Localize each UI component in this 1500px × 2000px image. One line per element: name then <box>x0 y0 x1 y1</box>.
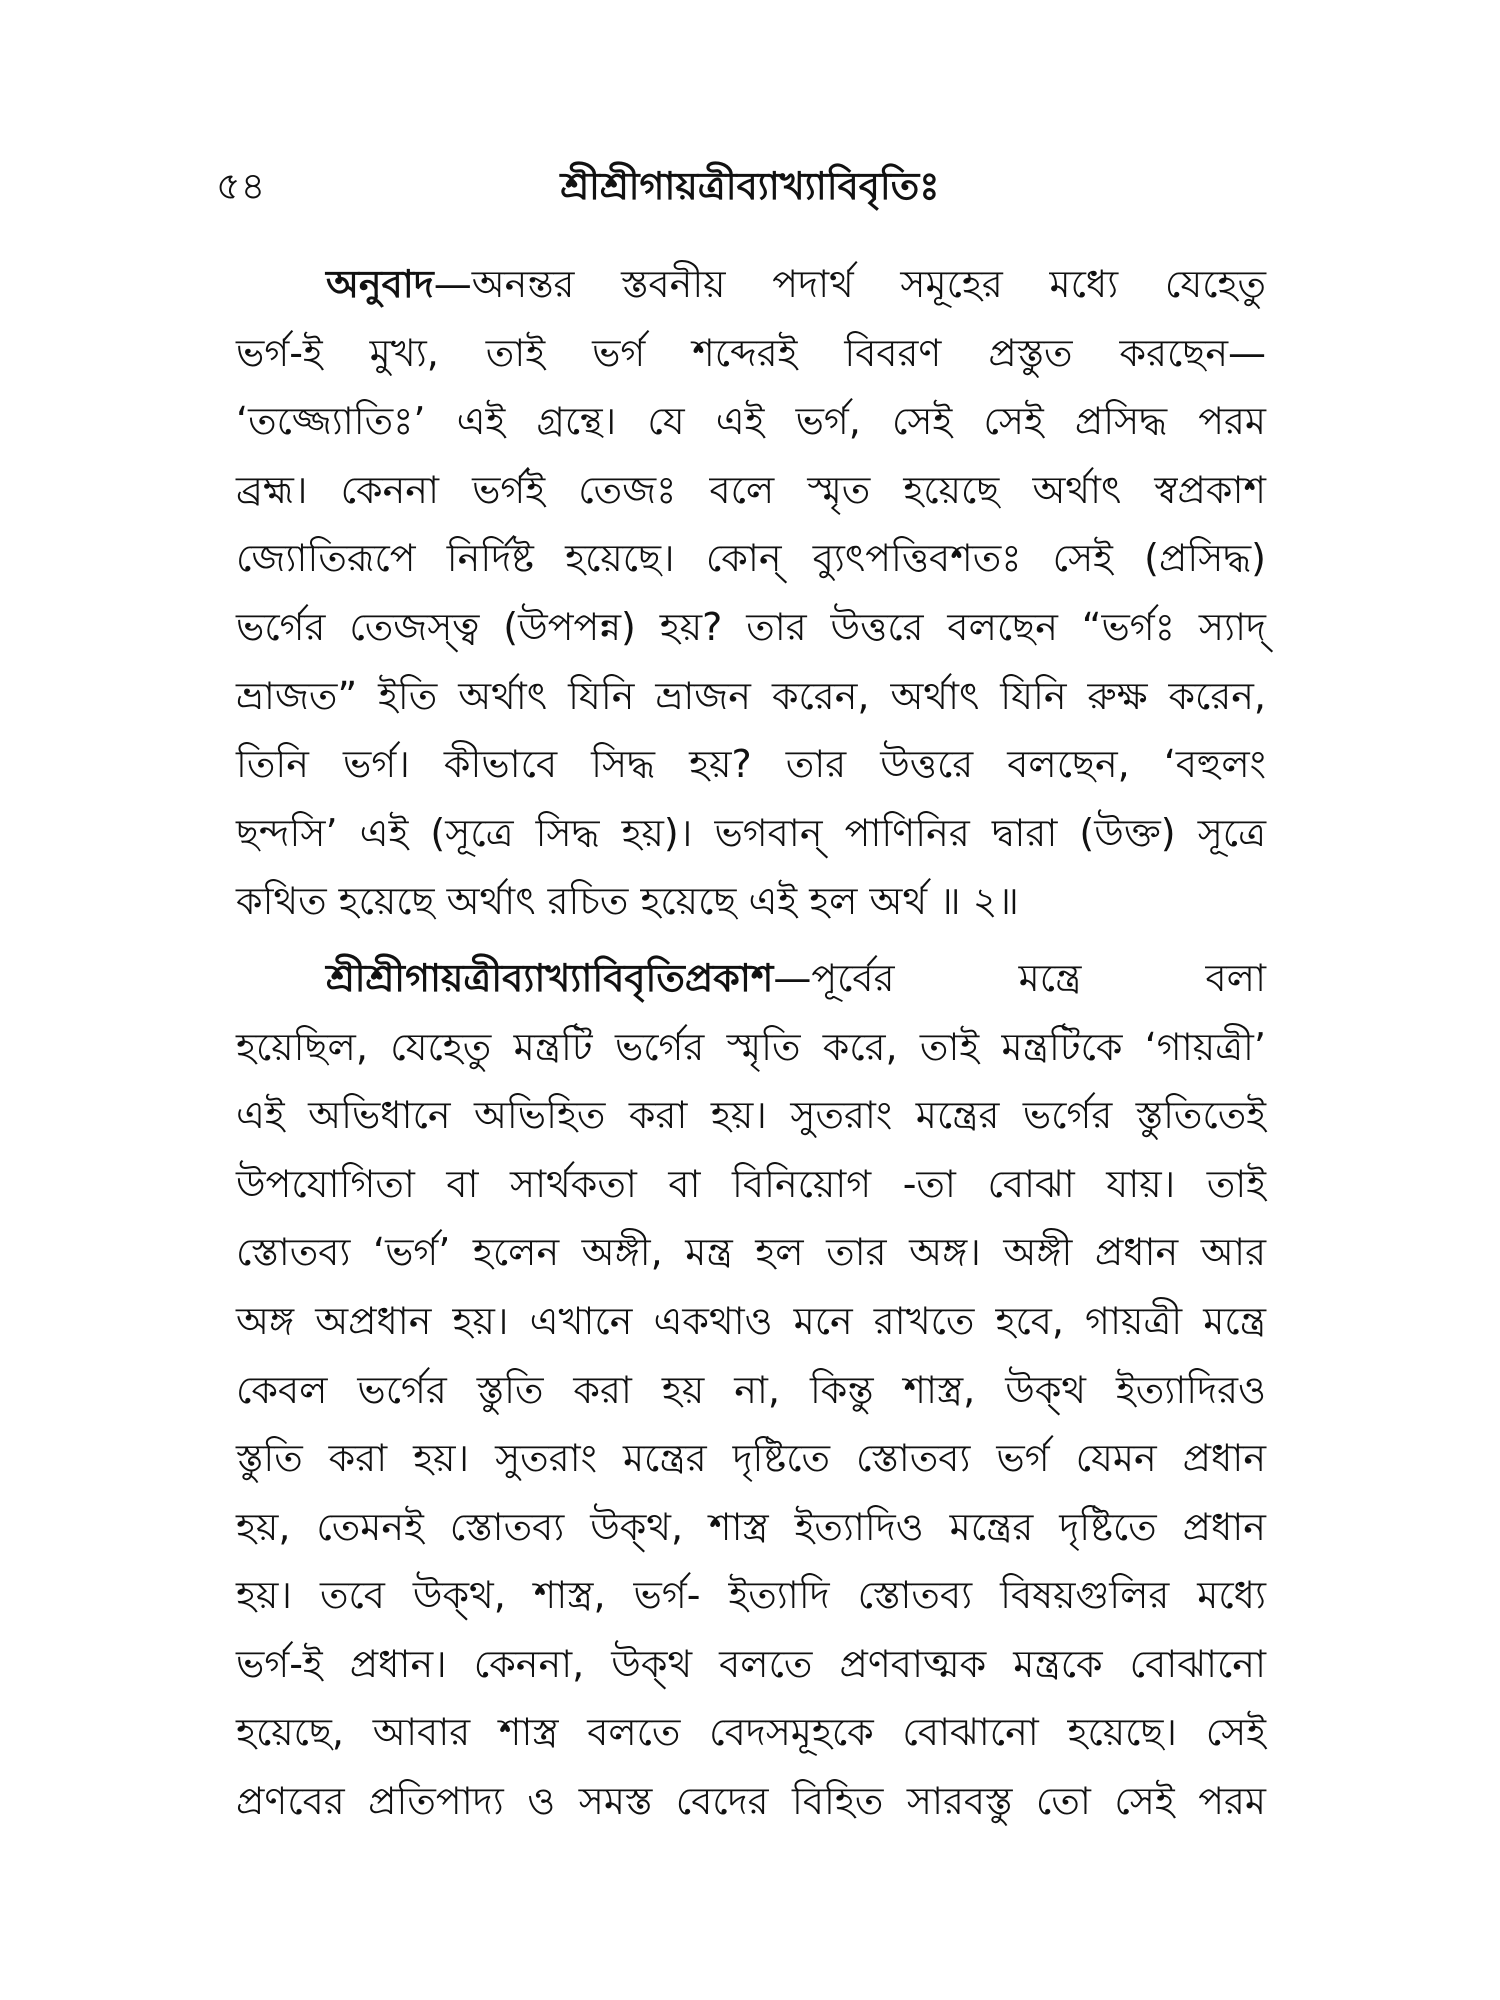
paragraph-line: ভর্গ-ই মুখ্য, তাই ভর্গ শব্দেরই বিবরণ প্রস্তুত করছেন— <box>236 330 1266 375</box>
paragraph-lead-heading: অনুবাদ <box>326 262 434 306</box>
paragraph-line: হয়েছে, আবার শাস্ত্র বলতে বেদসমূহকে বোঝানো হয়েছে। সেই <box>236 1710 1266 1755</box>
page-header <box>0 158 1500 214</box>
paragraph-line: স্তোতব্য ‘ভর্গ’ হলেন অঙ্গী, মন্ত্র হল তার অঙ্গ। অঙ্গী প্রধান আর <box>236 1230 1266 1275</box>
paragraph-lead-heading: শ্রীশ্রীগায়ত্রীব্যাখ্যাবিবৃতিপ্রকাশ <box>326 955 774 1000</box>
paragraph-line: ভ্রাজত” ইতি অর্থাৎ যিনি ভ্রাজন করেন, অর্থাৎ যিনি রুক্ষ করেন, <box>236 673 1266 718</box>
paragraph-line: তিনি ভর্গ। কীভাবে সিদ্ধ হয়? তার উত্তরে বলছেন, ‘বহুলং <box>236 742 1266 787</box>
paragraph-line: ছন্দসি’ এই (সূত্রে সিদ্ধ হয়)। ভগবান্ পাণিনির দ্বারা (উক্ত) সূত্রে <box>236 810 1266 855</box>
paragraph-line: জ্যোতিরূপে নির্দিষ্ট হয়েছে। কোন্ ব্যুৎপত্তিবশতঃ সেই (প্রসিদ্ধ) <box>236 536 1266 581</box>
paragraph-line: হয়, তেমনই স্তোতব্য উক্থ, শাস্ত্র ইত্যাদিও মন্ত্রের দৃষ্টিতে প্রধান <box>236 1504 1266 1549</box>
page-body <box>236 250 1266 1836</box>
paragraph-line: হয়। তবে উক্থ, শাস্ত্র, ভর্গ- ইত্যাদি স্তোতব্য বিষয়গুলির মধ্যে <box>236 1573 1266 1618</box>
paragraph-line: ‘তজ্জ্যোতিঃ’ এই গ্রন্থে। যে এই ভর্গ, সেই সেই প্রসিদ্ধ পরম <box>236 399 1266 444</box>
line-text: —পূর্বের মন্ত্রে বলা <box>773 955 1266 1000</box>
paragraph-line: ভর্গের তেজস্ত্ব (উপপন্ন) হয়? তার উত্তরে বলছেন “ভর্গঃ স্যাদ্ <box>236 604 1266 649</box>
paragraph-line: এই অভিধানে অভিহিত করা হয়। সুতরাং মন্ত্রের ভর্গের স্তুতিতেই <box>236 1093 1266 1138</box>
paragraph-line: ব্রহ্ম। কেননা ভর্গই তেজঃ বলে স্মৃত হয়েছে অর্থাৎ স্বপ্রকাশ <box>236 467 1266 512</box>
paragraph-translation <box>236 250 1266 936</box>
paragraph-line: কেবল ভর্গের স্তুতি করা হয় না, কিন্তু শাস্ত্র, উক্থ ইত্যাদিরও <box>236 1367 1266 1412</box>
paragraph-line: হয়েছিল, যেহেতু মন্ত্রটি ভর্গের স্মৃতি করে, তাই মন্ত্রটিকে ‘গায়ত্রী’ <box>236 1024 1266 1069</box>
paragraph-line: ভর্গ-ই প্রধান। কেননা, উক্থ বলতে প্রণবাত্মক মন্ত্রকে বোঝানো <box>236 1641 1266 1686</box>
page-number: ৫৪ <box>216 164 266 208</box>
line-text: —অনন্তর স্তবনীয় পদার্থ সমূহের মধ্যে যেহেতু <box>433 262 1266 306</box>
paragraph-line <box>236 250 1266 319</box>
paragraph-line: স্তুতি করা হয়। সুতরাং মন্ত্রের দৃষ্টিতে স্তোতব্য ভর্গ যেমন প্রধান <box>236 1436 1266 1481</box>
paragraph-line: প্রণবের প্রতিপাদ্য ও সমস্ত বেদের বিহিত সারবস্তু তো সেই পরম <box>236 1779 1266 1824</box>
paragraph-line: উপযোগিতা বা সার্থকতা বা বিনিয়োগ -তা বোঝা যায়। তাই <box>236 1161 1266 1206</box>
paragraph-line <box>236 944 1266 1013</box>
paragraph-line: কথিত হয়েছে অর্থাৎ রচিত হয়েছে এই হল অর্থ ॥ ২॥ <box>236 879 1019 924</box>
paragraph-line: অঙ্গ অপ্রধান হয়। এখানে একথাও মনে রাখতে হবে, গায়ত্রী মন্ত্রে <box>236 1298 1266 1343</box>
running-title: শ্রীশ্রীগায়ত্রীব্যাখ্যাবিবৃতিঃ <box>560 164 940 208</box>
paragraph-commentary <box>236 944 1266 1836</box>
